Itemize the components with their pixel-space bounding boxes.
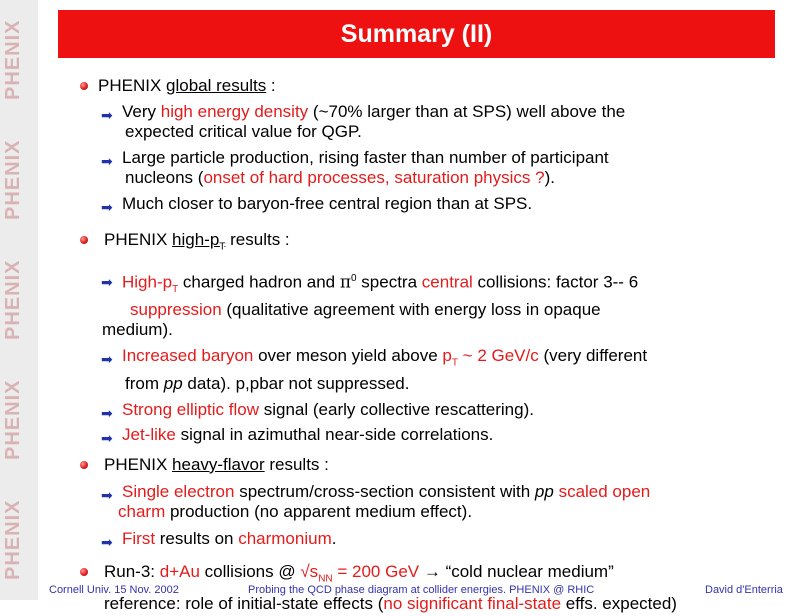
sub-bullet: ➡ Jet-like signal in azimuthal near-side correlations. [101, 424, 494, 446]
bullet-global-results: PHENIX global results : [70, 76, 770, 96]
side-watermark-word: PHENIX [2, 499, 24, 581]
heavy-flavor-link-text: heavy-flavor [172, 454, 265, 474]
footer-left: Cornell Univ. 15 Nov. 2002 [49, 584, 179, 596]
arrow-right-icon: ➡ [101, 351, 113, 368]
red-bullet-icon [80, 82, 88, 90]
red-bullet-icon [80, 568, 88, 576]
sub-bullet: ➡ Increased baryon over meson yield above $p_T$ ~ 2 GeV/c (very different from pp data). p,pbar not suppressed. [101, 346, 648, 393]
sub-bullet: ➡ First results on charmonium. [101, 528, 337, 550]
arrow-right-icon: ➡ [101, 404, 113, 421]
arrow-right-icon: ➡ [101, 199, 113, 215]
high-pt-link-text: high-$p_T$ [172, 230, 226, 253]
arrow-right-icon: ➡ [101, 153, 113, 169]
global-results-link-text: global results [166, 76, 267, 95]
bullet-heavy-flavor-results: PHENIX heavy-flavor results : [70, 455, 770, 475]
sub-bullet: ➡ Much closer to baryon-free central region than at SPS. [101, 194, 533, 215]
red-bullet-icon [80, 236, 88, 244]
bullet-run3: Run-3: d+Au collisions @ $√s_{NN} = 200$ GeV → “cold nuclear medium” reference: role of initial-state effects (no significant final-state effs. expected) [70, 559, 770, 616]
side-watermark-word: PHENIX [2, 139, 24, 221]
footer-center: Probing the QCD phase diagram at collider energies. PHENIX @ RHIC [248, 584, 595, 596]
arrow-right-icon: ➡ [101, 486, 113, 503]
side-watermark-word: PHENIX [2, 19, 24, 101]
slide-body [70, 72, 770, 616]
slide-title: Summary (II) [58, 10, 775, 58]
sub-bullet: ➡ Strong elliptic flow signal (early collective rescattering). [101, 399, 534, 421]
sub-bullet: ➡ Single electron spectrum/cross-section consistent with pp scaled open charm production (no apparent medium effect). [101, 481, 651, 521]
arrow-right-icon: ➡ [101, 533, 113, 550]
sub-bullet: ➡ Very high energy density (~70% larger than at SPS) well above the expected critical value for QGP. [101, 102, 626, 141]
arrow-right-icon: ➡ [101, 274, 113, 291]
arrow-right-icon: ➡ [101, 429, 113, 446]
side-watermark-band [0, 0, 38, 600]
side-watermark-word: PHENIX [2, 379, 24, 461]
sub-bullet: ➡ Large particle production, rising faster than number of participant nucleons (onset of hard processes, saturation physics ?). [101, 148, 609, 187]
red-bullet-icon [80, 461, 88, 469]
side-watermark-word: PHENIX [2, 259, 24, 341]
bullet-high-pt-results: PHENIX high-$p_T$ results : [70, 230, 770, 257]
arrow-right-icon: ➡ [101, 107, 113, 123]
sub-bullet: ➡ High-$p_T$ charged hadron and $\pi^0$ spectra central collisions: factor 3-- 6 suppression (qualitative agreement with energy loss in opaque medium). [101, 273, 639, 340]
footer-right: David d'Enterria [705, 584, 783, 596]
